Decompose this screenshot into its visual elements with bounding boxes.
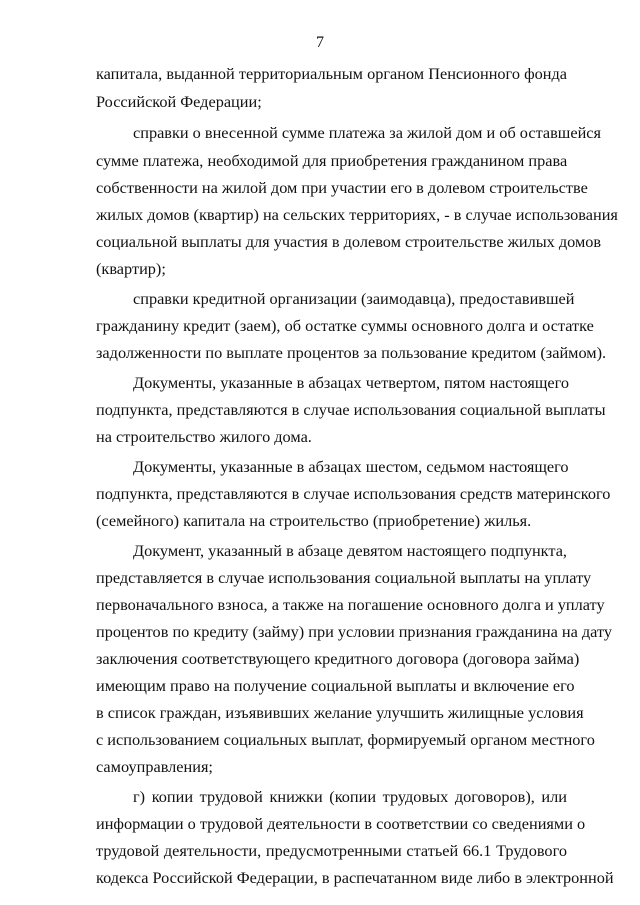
text-line: подпункта, представляются в случае использования средств материнского [96,484,611,503]
text-line: (семейного) капитала на строительство (приобретение) жилья. [96,511,532,530]
text-line: Документ, указанный в абзаце девятом настоящего подпункта, [133,541,567,560]
text-line: справки о внесенной сумме платежа за жилой дом и об оставшейся [133,123,601,142]
text-line: заключения соответствующего кредитного договора (договора займа) [96,649,580,668]
text-line: собственности на жилой дом при участии его в долевом строительстве [96,178,588,197]
text-line: самоуправления; [96,757,213,776]
text-line: трудовой деятельности, предусмотренными статьей 66.1 Трудового [96,841,567,860]
text-line: процентов по кредиту (займу) при условии признания гражданина на дату [96,622,613,641]
page-number: 7 [316,34,324,51]
text-line: Документы, указанные в абзацах четвертом, пятом настоящего [133,373,570,392]
text-line: с использованием социальных выплат, формируемый органом местного [96,730,595,749]
text-line: на строительство жилого дома. [96,427,312,446]
text-line: подпункта, представляются в случае использования социальной выплаты [96,400,606,419]
text-line: капитала, выданной территориальным органом Пенсионного фонда [96,64,567,83]
text-line: представляется в случае использования социальной выплаты на уплату [96,568,592,587]
text-line: (квартир); [96,259,166,278]
text-line: сумме платежа, необходимой для приобретения гражданином права [96,151,568,170]
text-line: информации о трудовой деятельности в соответствии со сведениями о [96,814,586,833]
text-line: в список граждан, изъявивших желание улучшить жилищные условия [96,703,584,722]
text-line: первоначального взноса, а также на погашение основного долга и уплату [96,595,605,614]
text-line: Российской Федерации; [96,92,262,111]
text-line: имеющим право на получение социальной выплаты и включение его [96,676,575,695]
text-line: справки кредитной организации (заимодавца), предоставившей [133,289,575,308]
text-line: задолженности по выплате процентов за пользование кредитом (займом). [96,343,607,362]
text-line: жилых домов (квартир) на сельских территориях, - в случае использования [96,205,618,224]
text-line: гражданину кредит (заем), об остатке суммы основного долга и остатке [96,316,594,335]
text-line: г) копии трудовой книжки (копии трудовых договоров), или [133,787,567,806]
text-line: кодекса Российской Федерации, в распечатанном виде либо в электронной [96,868,614,887]
text-line: Документы, указанные в абзацах шестом, седьмом настоящего [133,457,569,476]
text-line: социальной выплаты для участия в долевом строительстве жилых домов [96,232,602,251]
